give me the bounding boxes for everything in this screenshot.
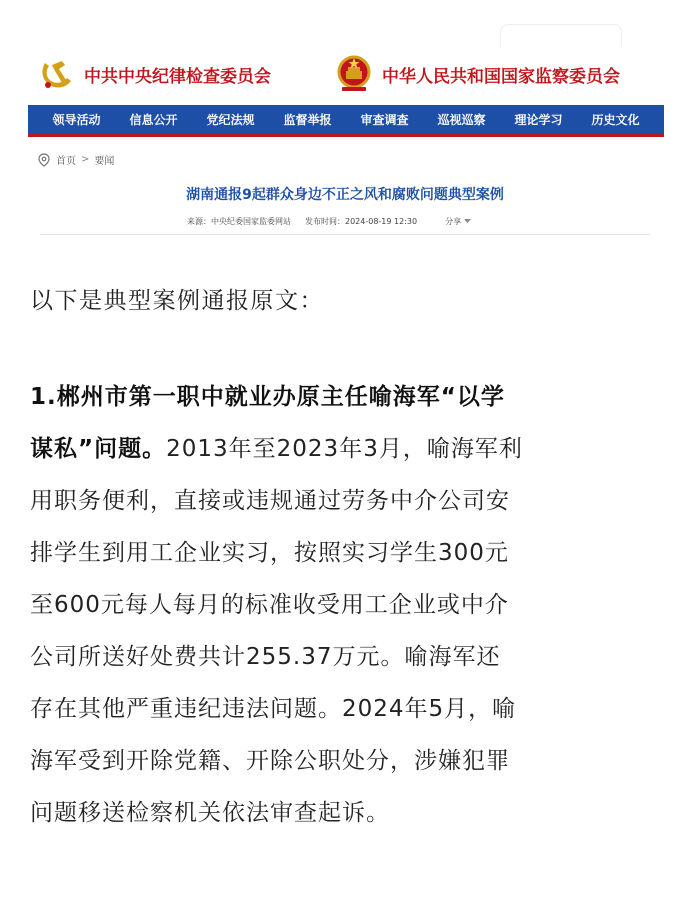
case-1-text-line-8: 海军受到开除党籍、开除公职处分，涉嫌犯罪 [30, 748, 510, 774]
divider [40, 234, 650, 235]
breadcrumb-current-link[interactable]: 要闻 [94, 156, 115, 167]
nav-item-info-disclosure[interactable]: 信息公开 [129, 113, 178, 127]
intro-text: 以下是典型案例通报原文： [30, 288, 324, 314]
case-1-text-line-9: 问题移送检察机关依法审查起诉。 [30, 800, 390, 826]
case-1-heading-line-2: 谋私”问题。 [30, 436, 167, 462]
main-nav [28, 105, 664, 137]
national-emblem-icon [334, 54, 374, 94]
article-meta [187, 216, 471, 227]
caret-down-icon [464, 219, 471, 224]
party-emblem-icon [38, 57, 76, 91]
breadcrumb [38, 152, 114, 167]
org-name-ccdi: 中共中央纪律检查委员会 [84, 66, 271, 87]
location-pin-icon [38, 153, 50, 167]
share-button[interactable] [445, 216, 471, 227]
case-1-text-line-3: 用职务便利，直接或违规通过劳务中介公司安 [30, 488, 510, 514]
search-box[interactable] [500, 24, 622, 47]
nav-item-inspection[interactable]: 巡视巡察 [437, 113, 486, 127]
case-1-text-line-2: 2013年至2023年3月，喻海军利 [166, 436, 523, 462]
case-1-paragraph [30, 371, 666, 839]
nav-item-theory[interactable]: 理论学习 [514, 113, 563, 127]
case-1-text-line-5: 至600元每人每月的标准收受用工企业或中介 [30, 592, 509, 618]
site-header [0, 0, 690, 150]
case-1-text-line-6: 公司所送好处费共计255.37万元。喻海军还 [30, 644, 501, 670]
brand-nsc[interactable] [334, 54, 620, 94]
brand-ccdi[interactable] [38, 54, 271, 94]
case-1-text-line-4: 排学生到用工企业实习，按照实习学生300元 [30, 540, 509, 566]
article-title: 湖南通报9起群众身边不正之风和腐败问题典型案例 [186, 187, 504, 203]
nav-item-leadership[interactable]: 领导活动 [52, 113, 101, 127]
case-1-heading-line-1: 1.郴州市第一职中就业办原主任喻海军“以学 [30, 384, 505, 410]
nav-item-report[interactable]: 监督举报 [283, 113, 332, 127]
case-1-text-line-7: 存在其他严重违纪违法问题。2024年5月，喻 [30, 696, 517, 722]
article-source: 来源：中央纪委国家监委网站 [187, 217, 291, 226]
breadcrumb-separator: > [81, 154, 90, 165]
nav-item-investigation[interactable]: 审查调查 [360, 113, 409, 127]
org-name-nsc: 中华人民共和国国家监察委员会 [382, 66, 620, 87]
share-label: 分享 [445, 217, 462, 226]
nav-item-history[interactable]: 历史文化 [591, 113, 640, 127]
nav-item-regulations[interactable]: 党纪法规 [206, 113, 255, 127]
breadcrumb-home-link[interactable]: 首页 [56, 156, 76, 167]
article-publish-time: 发布时间：2024-08-19 12:30 [305, 217, 418, 226]
